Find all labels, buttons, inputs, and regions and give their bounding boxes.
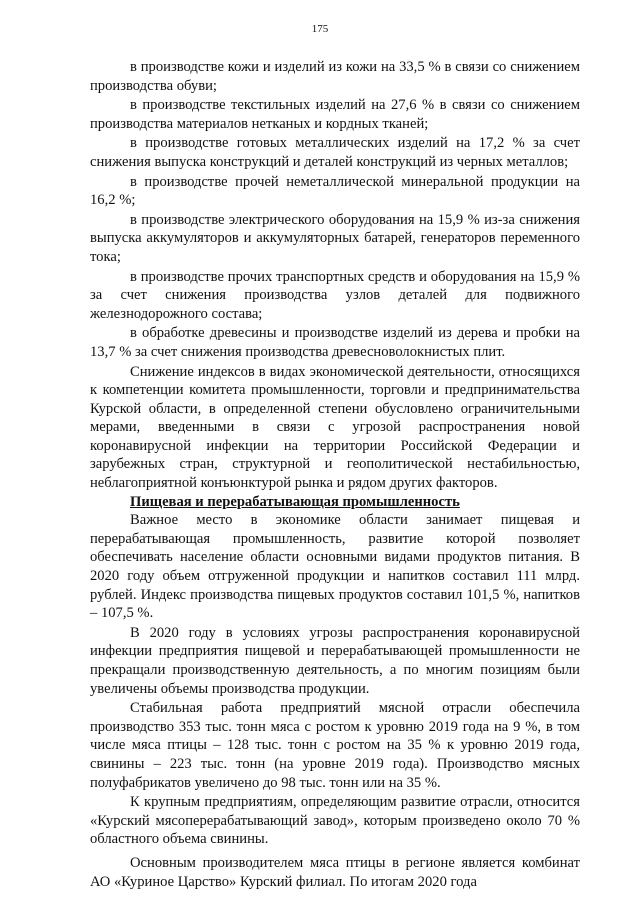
paragraph-nonmetal-minerals: в производстве прочей неметаллической минеральной продукции на 16,2 %; (90, 173, 580, 209)
paragraph-electrical-equipment: в производстве электрического оборудования на 15,9 % из-за снижения выпуска аккумуляторов и аккумуляторных батарей, генераторов переменного тока; (90, 211, 580, 265)
document-body (90, 58, 580, 891)
paragraph-meat-industry: Стабильная работа предприятий мясной отрасли обеспечила производство 353 тыс. тонн мяса с ростом к уровню 2019 года на 9 %, в том числе мяса птицы – 128 тыс. тонн с ростом на 35 % к уровню 2019 года, свинины – 223 тыс. тонн (на уровне 2019 года). Производство мясных полуфабрикатов увеличено до 98 тыс. тонн или на 35 %. (90, 700, 580, 791)
paragraph-index-decline: Снижение индексов в видах экономической деятельности, относящихся к компетенции комитета промышленности, торговли и предпринимательства Курской области, в определенной степени обусловлено ограничительными мерами, введенными в связи с угрозой распространения новой коронавирусной инфекции на территории Российской Федерации и зарубежных стран, структурной и геополитической нестабильностью, неблагоприятной конъюнктурой рынка и рядом других факторов. (90, 363, 580, 492)
paragraph-metal-products: в производстве готовых металлических изделий на 17,2 % за счет снижения выпуска конструкций и деталей конструкций из черных металлов; (90, 135, 580, 170)
paragraph-large-enterprises: К крупным предприятиям, определяющим развитие отрасли, относится «Курский мясоперерабатывающий завод», которым произведено около 70 % областного объема свинины. (90, 794, 580, 848)
paragraph-covid-production: В 2020 году в условиях угрозы распространения коронавирусной инфекции предприятия пищевой и перерабатывающей промышленности не прекращали производственную деятельность, а по многим позициям были увеличены объемы производства продукции. (90, 624, 580, 697)
paragraph-woodworking: в обработке древесины и производстве изделий из дерева и пробки на 13,7 % за счет снижения производства древесноволокнистых плит. (90, 325, 580, 360)
paragraph-leather: в производстве кожи и изделий из кожи на 33,5 % в связи со снижением производства обуви; (90, 59, 580, 94)
paragraph-transport-equipment: в производстве прочих транспортных средств и оборудования на 15,9 % за счет снижения производства узлов деталей для подвижного железнодорожного состава; (90, 268, 580, 322)
paragraph-food-industry: Важное место в экономике области занимает пищевая и перерабатывающая промышленность, развитие которой позволяет обеспечивать население области основными видами продуктов питания. В 2020 году объем отгруженной продукции и напитков составил 111 млрд. рублей. Индекс производства пищевых продуктов составил 101,5 %, напитков – 107,5 %. (90, 512, 580, 622)
paragraph-textile: в производстве текстильных изделий на 27,6 % в связи со снижением производства материалов нетканых и кордных тканей; (90, 97, 580, 132)
paragraph-poultry-producer: Основным производителем мяса птицы в регионе является комбинат АО «Куриное Царство» Курский филиал. По итогам 2020 года (90, 854, 580, 890)
section-heading: Пищевая и перерабатывающая промышленность (130, 493, 460, 510)
page-number: 175 (311, 23, 329, 35)
